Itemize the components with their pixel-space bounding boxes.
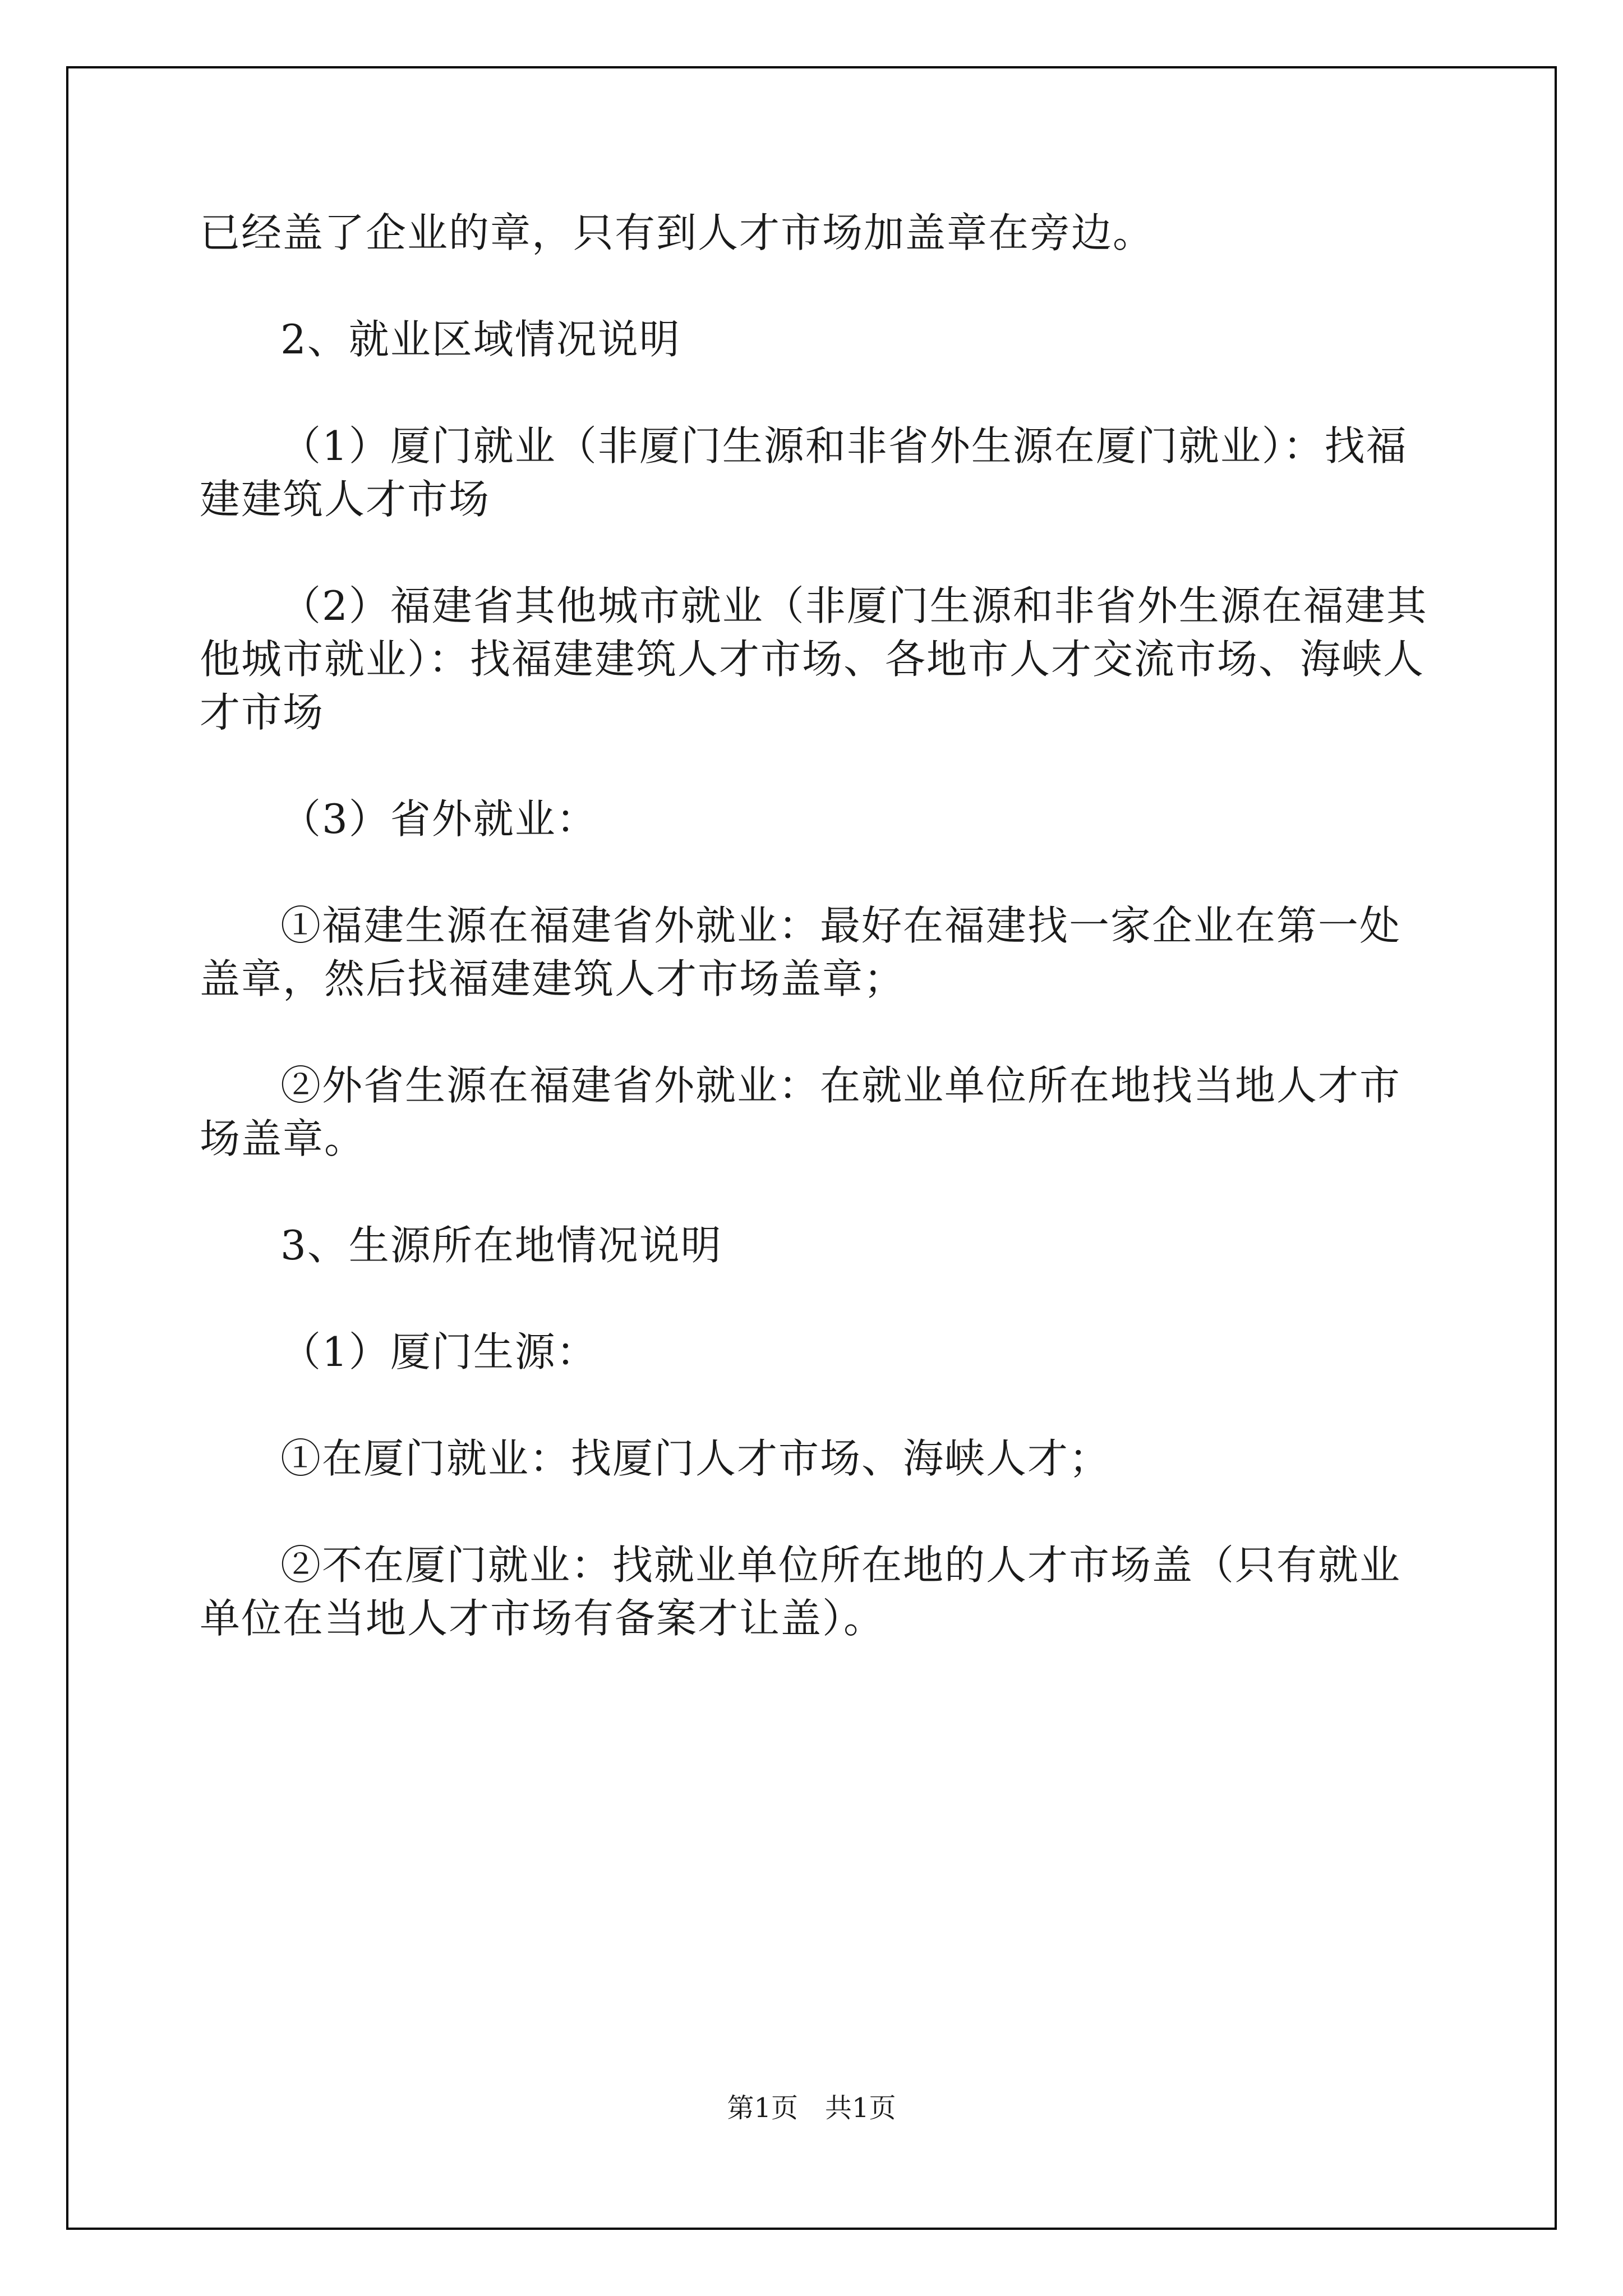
- page-total: 共1页: [825, 2092, 896, 2124]
- page-number: 第1页: [727, 2092, 798, 2124]
- document-body: [200, 206, 1428, 1699]
- paragraph-not-in-xiamen-employment: ②不在厦门就业：找就业单位所在地的人才市场盖（只有就业单位在当地人才市场有备案才让盖）。: [200, 1542, 1401, 1642]
- page-footer: [0, 2091, 1623, 2125]
- paragraph-xiamen-employment: （1）厦门就业（非厦门生源和非省外生源在厦门就业）：找福建建筑人才市场: [200, 422, 1408, 523]
- paragraph-xiamen-source: （1）厦门生源：: [280, 1328, 598, 1375]
- paragraph-other-province-source: ②外省生源在福建省外就业：在就业单位所在地找当地人才市场盖章。: [200, 1062, 1401, 1162]
- paragraph-in-xiamen-employment: ①在厦门就业：找厦门人才市场、海峡人才；: [280, 1435, 1111, 1482]
- section-heading-employment-region: 2、就业区域情况说明: [280, 316, 681, 363]
- paragraph-fujian-other-cities: （2）福建省其他城市就业（非厦门生源和非省外生源在福建其他城市就业）：找福建建筑人才市场、各地市人才交流市场、海峡人才市场: [200, 582, 1428, 736]
- paragraph-continuation: 已经盖了企业的章，只有到人才市场加盖章在旁边。: [200, 209, 1155, 256]
- section-heading-source-location: 3、生源所在地情况说明: [280, 1222, 722, 1269]
- paragraph-out-of-province: （3）省外就业：: [280, 795, 598, 843]
- paragraph-fujian-source-outside: ①福建生源在福建省外就业：最好在福建找一家企业在第一处盖章，然后找福建建筑人才市场盖章；: [200, 902, 1401, 1002]
